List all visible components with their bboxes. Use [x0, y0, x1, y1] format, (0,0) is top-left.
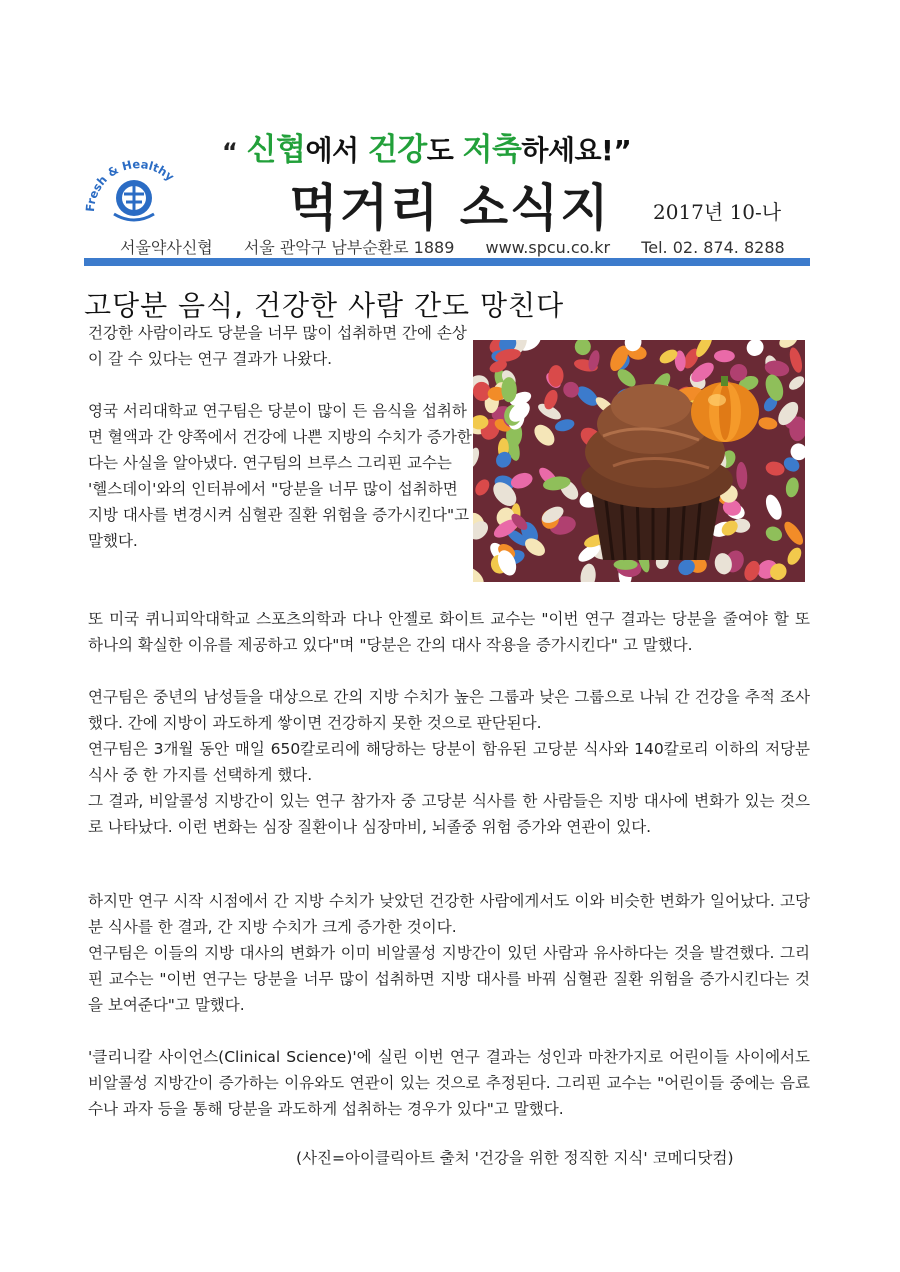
paragraph-finding: 연구팀은 이들의 지방 대사의 변화가 이미 비알콜성 지방간이 있던 사람과 유사하다는 것을 발견했다. 그리핀 교수는 "이번 연구는 당분을 너무 많이 섭취하면 지방 대사를 바꿔 심혈관 질환 위험을 증가시킨다는 것을 보여준다"고 말했다.	[88, 944, 810, 1014]
candy-bean	[714, 350, 735, 362]
phone: Tel. 02. 874. 8288	[641, 238, 785, 257]
issue-number: 2017년 10-나	[653, 200, 782, 224]
slogan	[222, 124, 631, 169]
candy-bean	[614, 559, 638, 570]
paragraph-study-group: 연구팀은 중년의 남성들을 대상으로 간의 지방 수치가 높은 그룹과 낮은 그룹으로 나눠 간 건강을 추적 조사했다. 간에 지방이 과도하게 쌓이면 건강하지 못한 것으로 판단된다.	[88, 688, 810, 732]
slogan-saving: 저축	[462, 132, 522, 168]
slogan-health: 건강	[367, 132, 427, 168]
slogan-part: 도	[426, 134, 463, 167]
paragraph-white-quote: 또 미국 퀴니피악대학교 스포츠의학과 다나 안젤로 화이트 교수는 "이번 연구 결과는 당분을 줄여야 할 또 하나의 확실한 이유를 제공하고 있다"며 "당분은 간의 대사 작용을 증가시킨다" 고 말했다.	[88, 610, 810, 654]
website: www.spcu.co.kr	[485, 238, 611, 257]
paragraph-diet: 연구팀은 3개월 동안 매일 650칼로리에 해당하는 당분이 함유된 고당분 식사와 140칼로리 이하의 저당분 식사 중 한 가지를 선택하게 했다.	[88, 740, 810, 784]
contact-line	[120, 235, 811, 258]
header-divider	[84, 258, 810, 266]
slogan-open-quote: “	[222, 138, 238, 166]
article-headline: 고당분 음식, 건강한 사람 간도 망친다	[84, 289, 565, 322]
logo-text: Fresh & Healthy	[84, 157, 178, 213]
slogan-part: 하세요!”	[521, 134, 632, 167]
newsletter-title: 먹거리 소식지	[289, 179, 611, 237]
org-name: 서울약사신협	[120, 238, 213, 257]
paragraph-children: '클리니칼 사이언스(Clinical Science)'에 실린 이번 연구 결과는 성인과 마찬가지로 어린이들 사이에서도 비알콜성 지방간이 증가하는 이유와도 연관이 있는 것으로 추정된다. 그리핀 교수는 "어린이들 중에는 음료수나 과자 등을 통해 당분을 과도하게 섭취하는 경우가 있다"고 말했다.	[88, 1048, 810, 1118]
paragraph-result: 그 결과, 비알콜성 지방간이 있는 연구 참가자 중 고당분 식사를 한 사람들은 지방 대사에 변화가 있는 것으로 나타났다. 이런 변화는 심장 질환이나 심장마비, 뇌졸중 위험 증가와 연관이 있다.	[88, 792, 810, 836]
cupcake-candy-photo	[473, 340, 805, 582]
paragraph-healthy: 하지만 연구 시작 시점에서 간 지방 수치가 낮았던 건강한 사람에게서도 이와 비슷한 변화가 일어났다. 고당분 식사를 한 결과, 간 지방 수치가 크게 증가한 것이다.	[88, 892, 810, 936]
paragraph-intro: 건강한 사람이라도 당분을 너무 많이 섭취하면 간에 손상이 갈 수 있다는 연구 결과가 나왔다.	[88, 324, 467, 368]
address: 서울 관악구 남부순환로 1889	[243, 238, 455, 257]
slogan-part: 에서	[305, 134, 368, 167]
photo-credit: (사진=아이클릭아트 출처 '건강을 위한 정직한 지식' 코메디닷컴)	[296, 1149, 734, 1167]
paragraph-research: 영국 서리대학교 연구팀은 당분이 많이 든 음식을 섭취하면 혈액과 간 양쪽에서 건강에 나쁜 지방의 수치가 증가한다는 사실을 알아냈다. 연구팀의 브루스 그리핀 교수는 '헬스데이'와의 인터뷰에서 "당분을 너무 많이 섭취하면 지방 대사를 변경시켜 심혈관 질환 위험을 증가시킨다"고 말했다.	[88, 402, 472, 550]
slogan-shinhyup: 신협	[246, 132, 306, 168]
